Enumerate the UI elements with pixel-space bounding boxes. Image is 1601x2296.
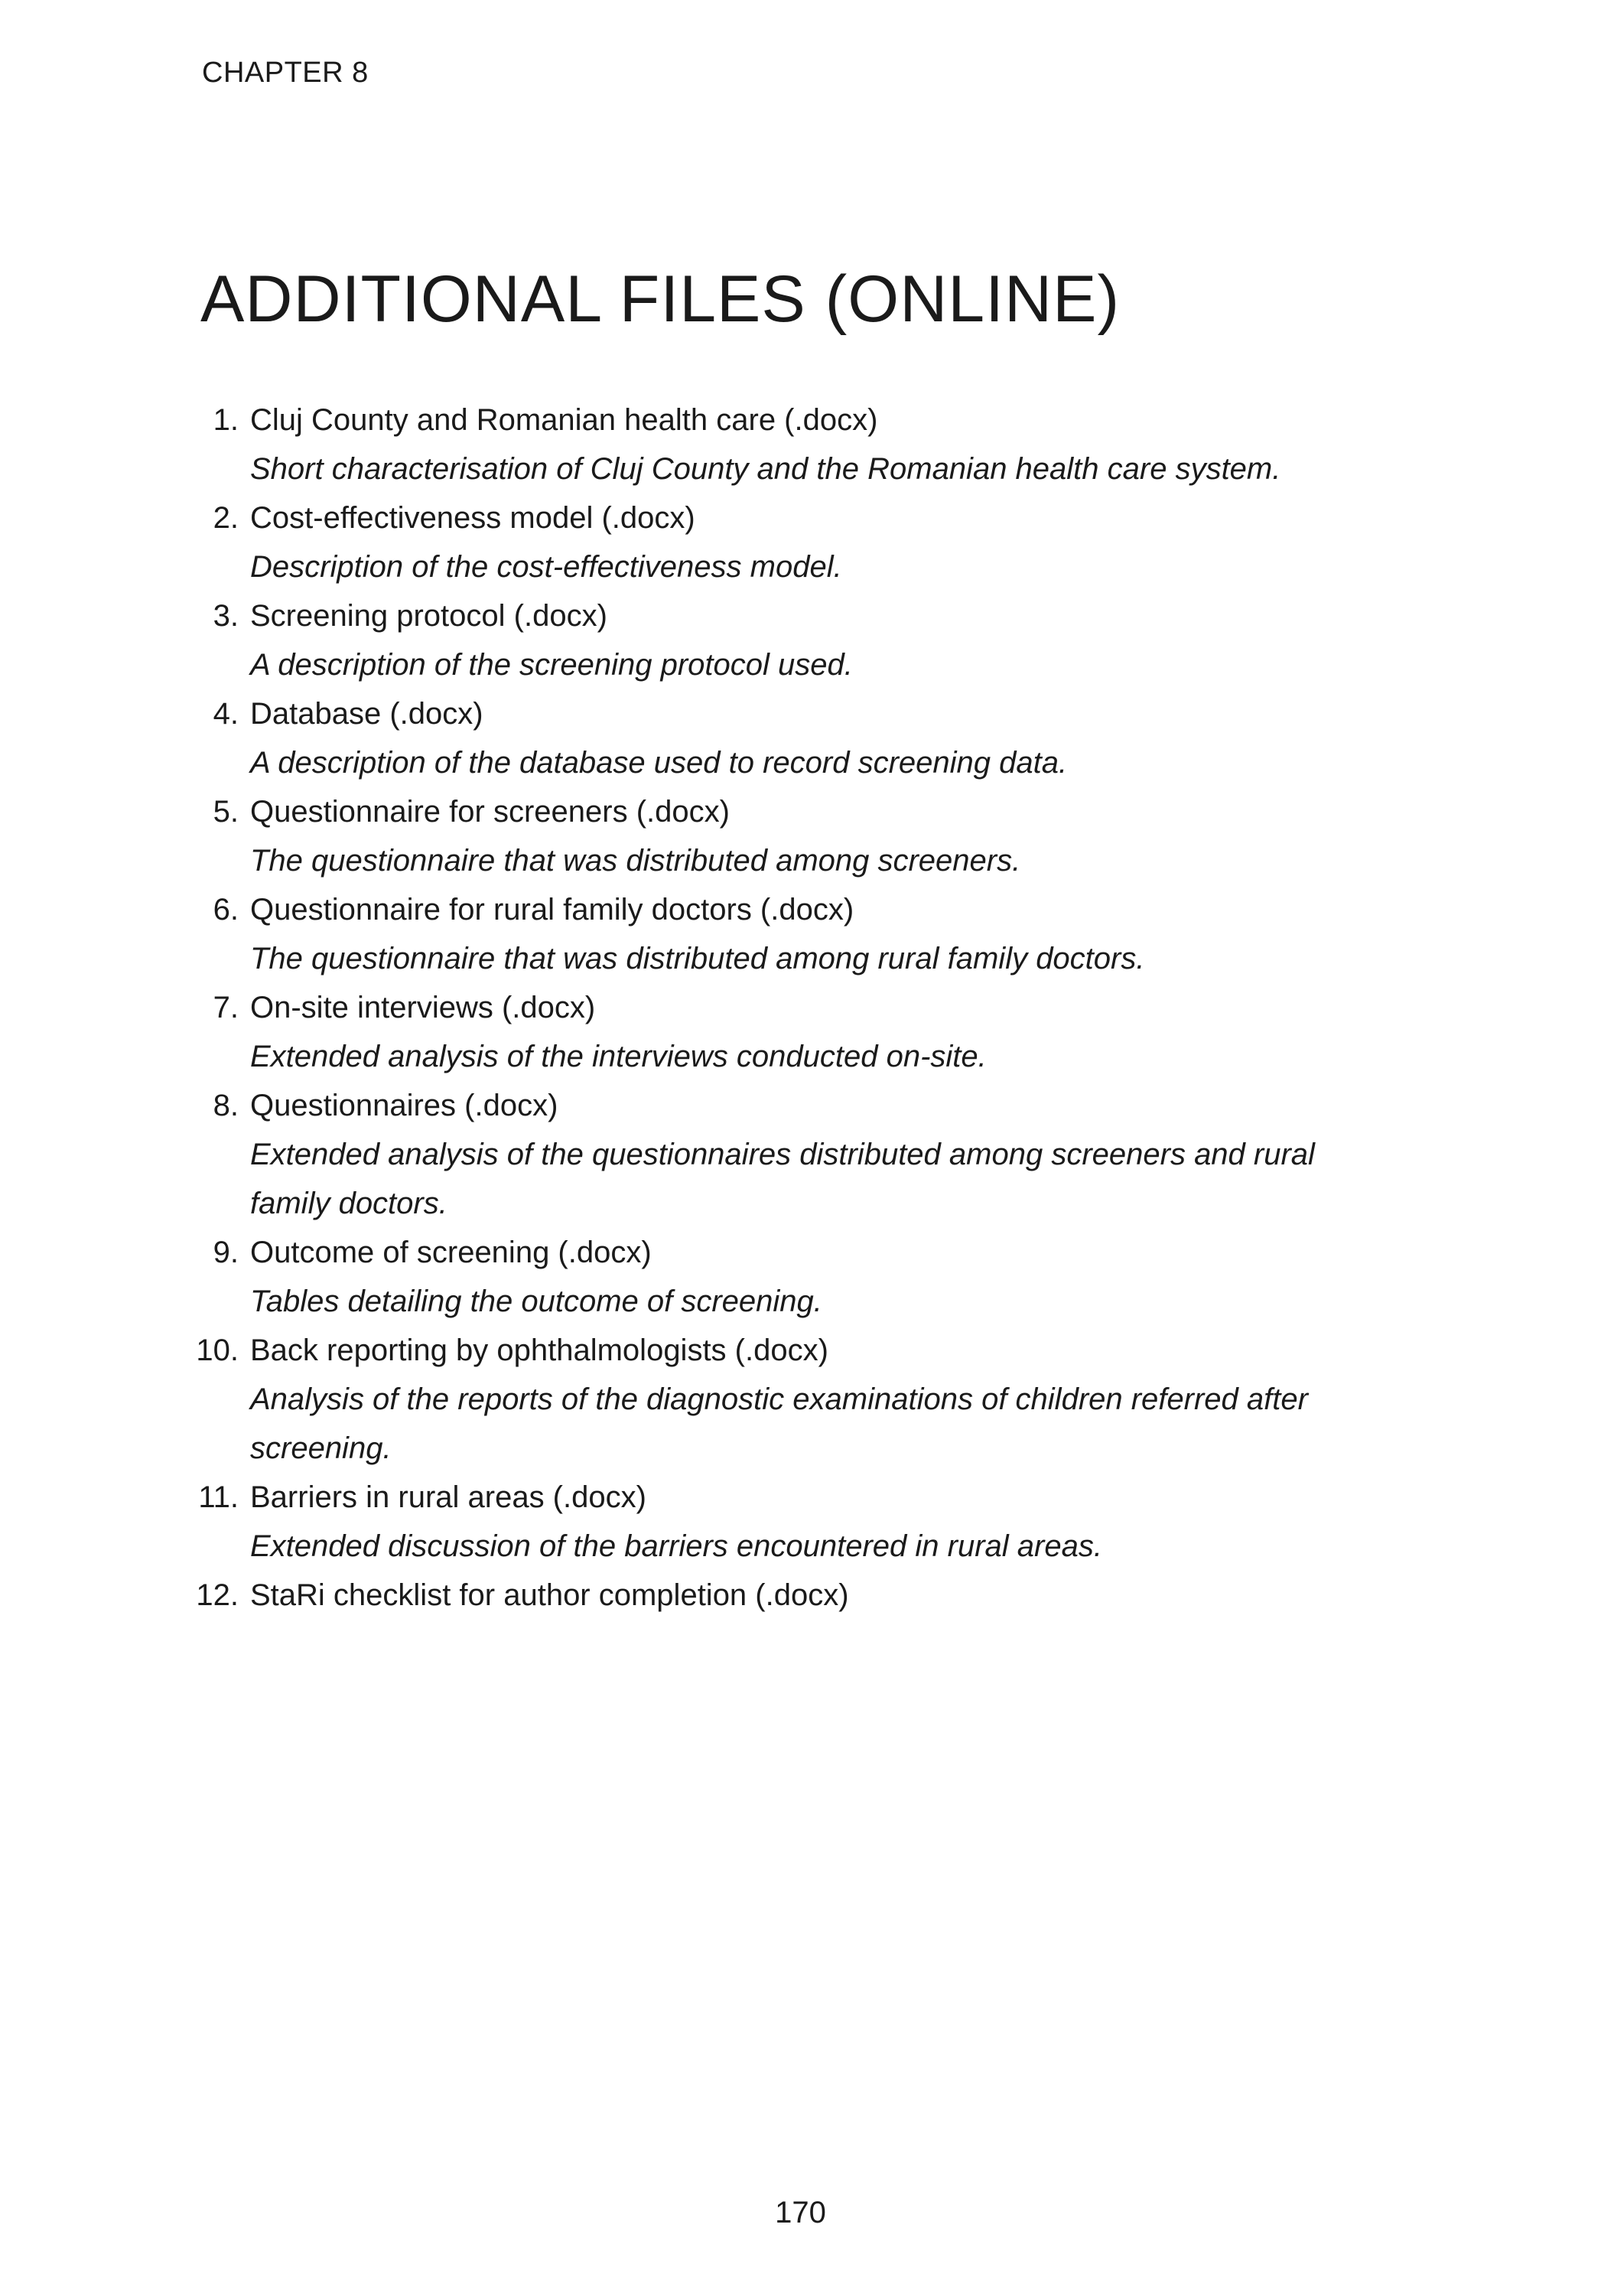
file-title: Questionnaire for rural family doctors (.docx) — [250, 893, 854, 927]
item-number: 1. — [213, 403, 239, 437]
list-item — [0, 591, 1601, 689]
list-item — [0, 787, 1601, 885]
item-number: 9. — [213, 1236, 239, 1269]
file-description: Extended analysis of the questionnaires distributed among screeners and rural family doctors. — [250, 1138, 1315, 1220]
list-item — [0, 1326, 1601, 1473]
file-title: Questionnaire for screeners (.docx) — [250, 795, 730, 829]
file-description: Description of the cost-effectiveness model. — [250, 550, 842, 584]
file-title: Cost-effectiveness model (.docx) — [250, 501, 695, 535]
page-title: ADDITIONAL FILES (ONLINE) — [200, 262, 1121, 336]
item-number: 12. — [196, 1578, 239, 1612]
list-item — [0, 983, 1601, 1081]
additional-files-list — [0, 396, 1601, 1620]
file-description: Short characterisation of Cluj County and the Romanian health care system. — [250, 452, 1281, 486]
file-description: A description of the screening protocol used. — [250, 648, 853, 682]
list-item — [0, 1081, 1601, 1228]
file-title: Questionnaires (.docx) — [250, 1089, 558, 1122]
list-item — [0, 493, 1601, 591]
list-item — [0, 1473, 1601, 1571]
file-description: The questionnaire that was distributed among screeners. — [250, 844, 1021, 878]
file-title: Barriers in rural areas (.docx) — [250, 1480, 646, 1514]
list-item — [0, 885, 1601, 983]
list-item — [0, 1571, 1601, 1620]
file-description: A description of the database used to record screening data. — [250, 746, 1068, 780]
file-title: Cluj County and Romanian health care (.docx) — [250, 403, 878, 437]
file-title: Database (.docx) — [250, 697, 483, 731]
item-number: 10. — [196, 1334, 239, 1367]
list-item — [0, 1228, 1601, 1326]
file-title: Screening protocol (.docx) — [250, 599, 607, 633]
file-title: On-site interviews (.docx) — [250, 991, 596, 1024]
item-number: 4. — [213, 697, 239, 731]
item-number: 7. — [213, 991, 239, 1024]
item-number: 3. — [213, 599, 239, 633]
item-number: 2. — [213, 501, 239, 535]
file-description: Tables detailing the outcome of screening. — [250, 1285, 822, 1318]
list-item — [0, 396, 1601, 493]
file-description: Extended analysis of the interviews conducted on-site. — [250, 1040, 987, 1073]
page-number: 170 — [775, 2196, 826, 2229]
file-title: Back reporting by ophthalmologists (.docx) — [250, 1334, 828, 1367]
file-description: Analysis of the reports of the diagnostic examinations of children referred after screening. — [250, 1382, 1308, 1465]
file-description: The questionnaire that was distributed among rural family doctors. — [250, 942, 1145, 975]
item-number: 11. — [198, 1480, 239, 1514]
file-title: Outcome of screening (.docx) — [250, 1236, 652, 1269]
file-title: StaRi checklist for author completion (.docx) — [250, 1578, 849, 1612]
item-number: 6. — [213, 893, 239, 927]
running-head: CHAPTER 8 — [202, 57, 369, 89]
item-number: 8. — [213, 1089, 239, 1122]
file-description: Extended discussion of the barriers encountered in rural areas. — [250, 1529, 1102, 1563]
list-item — [0, 689, 1601, 787]
item-number: 5. — [213, 795, 239, 829]
